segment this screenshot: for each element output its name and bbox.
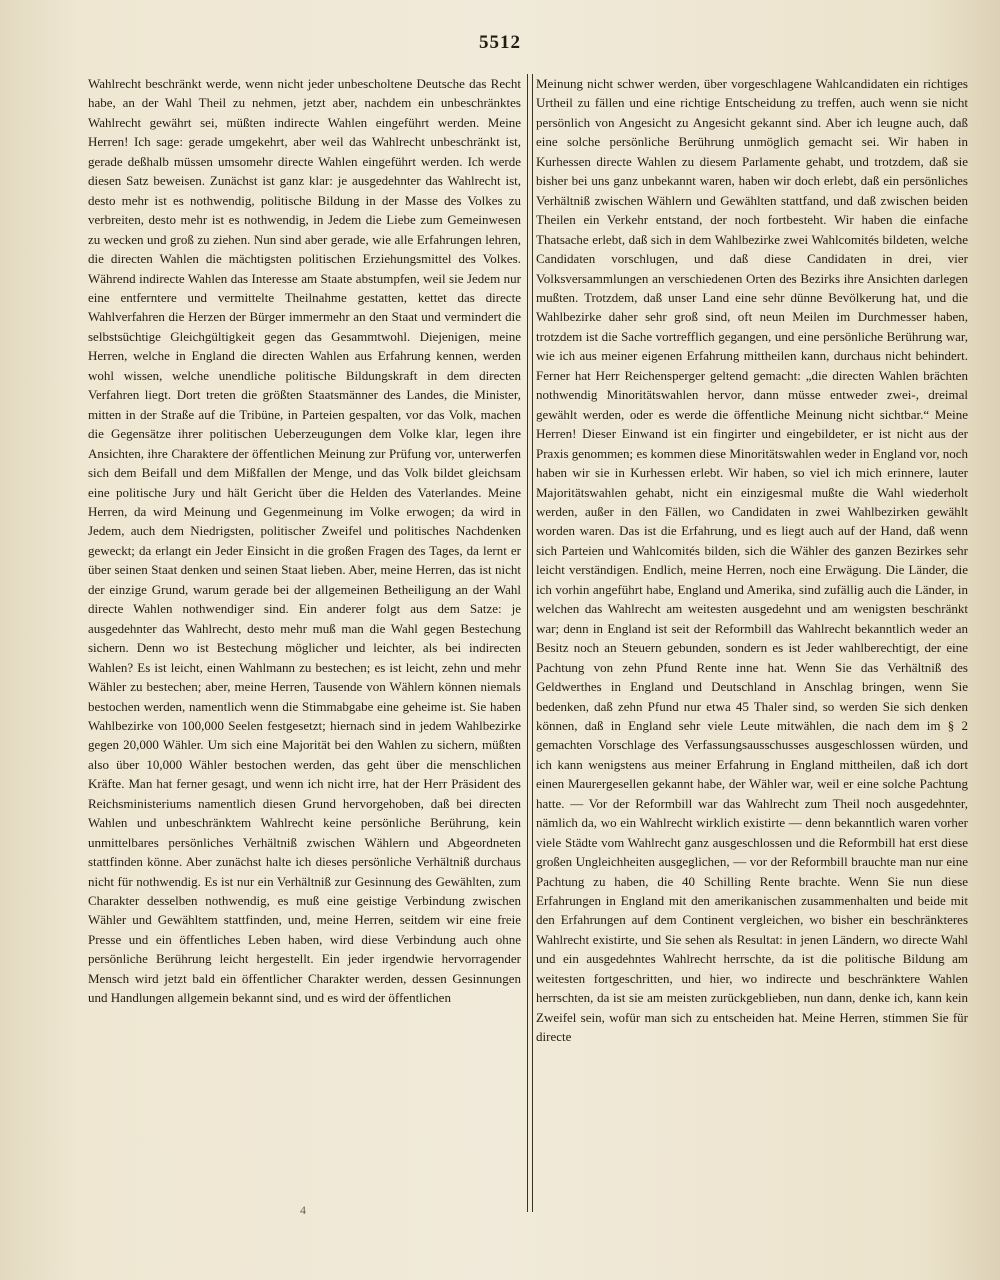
left-column-text: Wahlrecht beschränkt werde, wenn nicht jeder unbescholtene Deutsche das Recht habe, an der Wahl Theil zu nehmen, jetzt aber, nachdem ein unbeschränktes Wahlrecht gewährt sei, müßten indirecte Wahlen eingeführt werden. Meine Herren! Ich sage: gerade umgekehrt, aber weil das Wahlrecht unbeschränkt ist, gerade deßhalb müssen umsomehr directe Wahlen eingeführt werden. Ich werde diesen Satz beweisen. Zunächst ist ganz klar: je ausgedehnter das Wahlrecht ist, desto mehr ist es nothwendig, politische Bildung in der Masse des Volkes zu verbreiten, desto mehr ist es nothwendig, in Jedem die Liebe zum Gemeinwesen zu wecken und groß zu ziehen. Nun sind aber gerade, wie alle Erfahrungen lehren, die directen Wahlen die mächtigsten politischen Erziehungsmittel des Volkes. Während indirecte Wahlen das Interesse am Staate abstumpfen, weil sie Jedem nur eine entferntere und vermittelte Theilnahme gestatten, kettet das directe Wahlverfahren die Herzen der Bürger immermehr an den Staat und vermindert die selbstsüchtige Gleichgültigkeit gegen das Gesammtwohl. Diejenigen, meine Herren, welche in England die directen Wahlen aus Erfahrung kennen, werden wohl wissen, welche unendliche politische Bildungskraft in dem directen Verfahren liegt. Dort treten die größten Staatsmänner des Landes, die Minister, mitten in der Straße auf die Tribüne, in Parteien gespalten, vor das Volk, machen die Gegensätze ihrer politischen Ueberzeugungen dem Volke klar, legen ihre Ansichten, ihre Charaktere der öffentlichen Meinung zur Prüfung vor, unterwerfen sich dem Beifall und dem Mißfallen der Menge, und das Volk bildet gleichsam eine politische Jury und hält Gericht über die Helden des Vaterlandes. Meine Herren, da wird Meinung und Gegenmeinung im Volke erwogen; da wird in Jedem, auch dem Niedrigsten, politischer Zweifel und politisches Nachdenken geweckt; da erlangt ein Jeder Einsicht in die großen Fragen des Tages, da lernt er über seinen Staat denken und seinen Staat lieben. Aber, meine Herren, das ist nicht der einzige Grund, warum gerade bei der allgemeinen Betheiligung an der Wahl directe Wahlen nothwendiger sind. Ein anderer folgt aus dem Satze: je ausgedehnter das Wahlrecht, desto mehr muß man die Wahl gegen Bestechung sichern. Denn wo ist Bestechung möglicher und leichter, als bei indirecten Wahlen? Es ist leicht, einen Wahlmann zu bestechen; es ist leicht, zehn und mehr Wähler zu bestechen; aber, meine Herren, Tausende von Wählern können niemals bestochen werden, namentlich wenn die Stimmabgabe eine geheime ist. Sie haben Wahlbezirke von 100,000 Seelen festgesetzt; hiernach sind in jedem Wahlbezirke gegen 20,000 Wähler. Um sich eine Majorität bei den Wahlen zu sichern, müßten also über 10,000 Wähler bestochen werden, das geht über die menschlichen Kräfte. Man hat ferner gesagt, und wenn ich nicht irre, hat der Herr Präsident des Reichsministeriums namentlich diesen Grund hervorgehoben, daß bei directen Wahlen und unbeschränktem Wahlrecht keine persönliche Berührung, kein unmittelbares persönliches Verhältniß zwischen Wählern und Abgeordneten stattfinden könne. Aber zunächst halte ich dieses persönliche Verhältniß durchaus nicht für nothwendig. Es ist nur ein Verhältniß zur Gesinnung des Gewählten, zum Charakter desselben nothwendig, es muß eine geistige Verbindung zwischen Wähler und Gewähltem stattfinden, und, meine Herren, seitdem wir eine freie Presse und ein öffentliches Leben haben, wird diese Verbindung auch ohne persönliche Berührung leicht hergestellt. Ein jeder irgendwie hervorragender Mensch wird jetzt bald ein öffentlicher Charakter werden, dessen Gesinnungen und Handlungen allgemein bekannt sind, und es wird der öffentlichen xyxy=(88,76,521,1006)
left-column xyxy=(88,74,521,1008)
right-column-text: Meinung nicht schwer werden, über vorgeschlagene Wahlcandidaten ein richtiges Urtheil zu fällen und eine richtige Entscheidung zu treffen, auch wenn sie nicht persönlich von Angesicht zu Angesicht gekannt sind. Aber ich leugne auch, daß eine solche persönliche Berührung unmöglich gemacht sei. Wir haben in Kurhessen directe Wahlen zu diesem Parlamente gehabt, und trotzdem, daß sie bisher bei uns ganz unbekannt waren, haben wir doch erlebt, daß ein persönliches Verhältniß zwischen Wählern und Gewählten stattfand, und daß zwischen beiden Theilen ein Verkehr entstand, der noch fortbesteht. Wir haben die einfache Thatsache erlebt, daß sich in dem Wahlbezirke zwei Wahlcomités bildeten, welche Candidaten vorschlugen, und daß diese Candidaten in drei, vier Volksversammlungen an verschiedenen Orten des Bezirks ihre Ansichten darlegen mußten. Trotzdem, daß unser Land eine sehr dünne Bevölkerung hat, und die Wahlbezirke daher sehr groß sind, oft neun Meilen im Durchmesser haben, trotzdem ist die Sache vortrefflich gegangen, und eine persönliche Berührung war, wie ich aus meiner eigenen Erfahrung mittheilen kann, durchaus nicht behindert. Ferner hat Herr Reichensperger geltend gemacht: „die directen Wahlen brächten nothwendig Minoritätswahlen hervor, dann müsse entweder zwei-, dreimal gewählt werden, oder es werde die öffentliche Meinung nicht sichtbar.“ Meine Herren! Dieser Einwand ist ein fingirter und eingebildeter, er ist nicht aus der Praxis genommen; es kommen diese Minoritätswahlen weder in England vor, noch haben wir sie in Kurhessen erlebt. Wir haben, so viel ich mich erinnere, lauter Majoritätswahlen gehabt, nicht ein einzigesmal mußte die Wahl wiederholt werden, außer in den Fällen, wo Candidaten in zwei Wahlbezirken gewählt worden waren. Das ist die Erfahrung, und es liegt auch auf der Hand, daß wenn sich Parteien und Wahlcomités bilden, sich die Wähler des ganzen Bezirkes sehr leicht verständigen. Endlich, meine Herren, noch eine Erwägung. Die Länder, die ich vorhin angeführt habe, England und Amerika, sind zufällig auch die Länder, in welchen das Wahlrecht am weitesten ausgedehnt und am wenigsten beschränkt war; denn in England ist seit der Reformbill das Wahlrecht bekanntlich weder an Besitz noch an Steuern gebunden, sondern es ist Jeder wahlberechtigt, der eine Pachtung von zehn Pfund Rente inne hat. Wenn Sie das Verhältniß des Geldwerthes in England und Deutschland in Anschlag bringen, wenn Sie bedenken, daß zehn Pfund nur etwa 45 Thaler sind, so werden Sie sich denken können, daß in England sehr viele Leute mitwählen, die nach dem im § 2 gemachten Vorschlage des Verfassungsausschusses ausgeschlossen würden, und ich kann wenigstens aus meiner Erfahrung in England mittheilen, daß ich dort einen Maurergesellen gekannt habe, der Wähler war, weil er eine solche Pachtung hatte. — Vor der Reformbill war das Wahlrecht zum Theil noch ausgedehnter, nämlich da, wo ein Wahlrecht wirklich existirte — denn bekanntlich waren vorher viele Städte vom Wahlrecht ganz ausgeschlossen und die Reformbill hat erst diese großen Ungleichheiten ausgeglichen, — vor der Reformbill brauchte man nur eine Pachtung zu haben, die 40 Schilling Rente brachte. Wenn Sie nun diese Erfahrungen in England mit den amerikanischen zusammenhalten und beide mit den Erfahrungen auf dem Continent vergleichen, wo bisher ein beschränkteres Wahlrecht existirte, und Sie sehen als Resultat: in jenen Ländern, wo directe Wahl und ein ausgedehntes Wahlrecht herrschte, da ist die politische Bildung am weitesten fortgeschritten, und hier, wo indirecte und beschränktere Wahlen herrschten, da ist sie am meisten zurückgeblieben, nun dann, denke ich, kann kein Zweifel sein, wofür man sich zu entscheiden hat. Meine Herren, stimmen Sie für directe xyxy=(536,76,968,1045)
right-column xyxy=(536,74,968,1047)
page-number: 5512 xyxy=(479,32,521,53)
signature-mark: 4 xyxy=(300,1203,306,1217)
column-divider xyxy=(527,74,533,1212)
